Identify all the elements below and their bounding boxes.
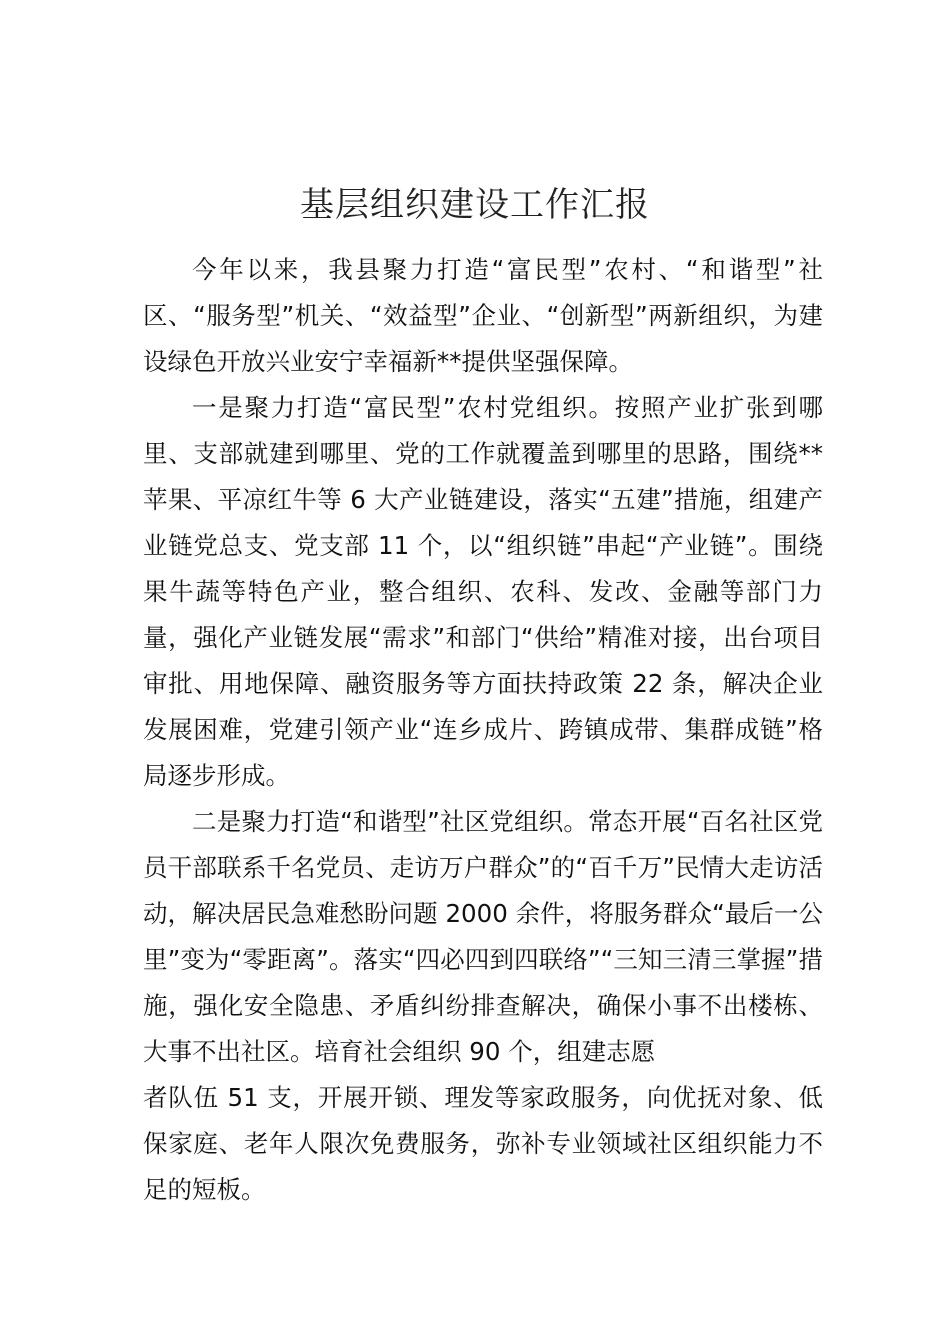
paragraph-rural: 一是聚力打造“富民型”农村党组织。按照产业扩张到哪里、支部就建到哪里、党的工作就覆盖到哪里的思路，围绕**苹果、平凉红牛等 6 大产业链建设，落实“五建”措施，组建产业链党总支、党支部 11 个，以“组织链”串起“产业链”。围绕果牛蔬等特色产业，整合组织、农科、发改、金融等部门力量，强化产业链发展“需求”和部门“供给”精准对接，出台项目审批、用地保障、融资服务等方面扶持政策 22 条，解决企业发展困难，党建引领产业“连乡成片、跨镇成带、集群成链”格局逐步形成。: [143, 393, 823, 790]
paragraph-intro: 今年以来，我县聚力打造“富民型”农村、“和谐型”社区、“服务型”机关、“效益型”企业、“创新型”两新组织，为建设绿色开放兴业安宁幸福新**提供坚强保障。: [143, 255, 823, 376]
paragraph-community: 二是聚力打造“和谐型”社区党组织。常态开展“百名社区党员干部联系千名党员、走访万户群众”的“百千万”民情大走访活动，解决居民急难愁盼问题 2000 余件，将服务群众“最后一公里”变为“零距离”。落实“四必四到四联络”“三知三清三掌握”措施，强化安全隐患、矛盾纠纷排查解决，确保小事不出楼栋、大事不出社区。培育社会组织 90 个，组建志愿: [143, 807, 823, 1066]
document-title: 基层组织建设工作汇报: [300, 184, 650, 225]
document-body: [143, 247, 823, 1213]
paragraph-community-continued: 者队伍 51 支，开展开锁、理发等家政服务，向优抚对象、低保家庭、老年人限次免费服务，弥补专业领域社区组织能力不足的短板。: [143, 1083, 823, 1204]
